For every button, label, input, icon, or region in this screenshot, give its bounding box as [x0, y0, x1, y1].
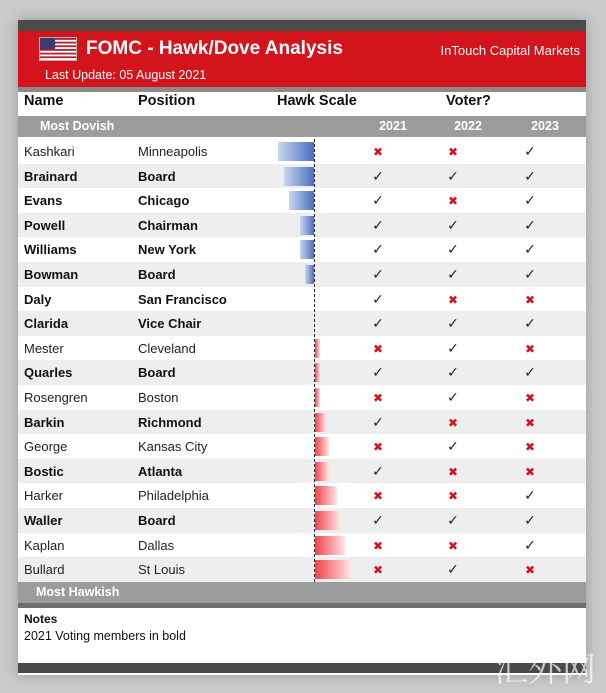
table-row	[18, 139, 586, 164]
member-position: New York	[138, 242, 197, 258]
member-position: Dallas	[138, 537, 175, 553]
table-row	[18, 533, 586, 558]
header-banner	[18, 31, 586, 87]
column-header-hawk-scale: Hawk Scale	[277, 93, 357, 109]
member-position: Philadelphia	[138, 488, 209, 504]
column-header-position: Position	[138, 93, 196, 109]
hawk-scale-bar	[315, 462, 329, 481]
member-name: Williams	[24, 242, 77, 258]
cross-icon: ✖	[447, 145, 459, 159]
member-position: Atlanta	[138, 463, 183, 479]
cross-icon: ✖	[524, 341, 536, 356]
hawk-scale-bar	[315, 363, 320, 382]
table-row	[18, 336, 586, 361]
check-icon: ✓	[524, 512, 536, 528]
member-name: Kashkari	[24, 144, 75, 159]
member-position: Board	[138, 267, 176, 282]
cross-icon: ✖	[447, 194, 459, 209]
dove-scale-bar	[305, 265, 314, 284]
member-position: Board	[138, 513, 176, 528]
check-icon: ✓	[447, 315, 459, 332]
year-2021-header: 2021	[379, 119, 407, 133]
most-dovish-bar	[18, 116, 586, 137]
table-row	[18, 508, 586, 533]
dove-scale-bar	[284, 167, 314, 186]
table-row	[18, 188, 586, 213]
check-icon: ✓	[524, 167, 536, 184]
header-divider	[18, 87, 586, 92]
check-icon: ✓	[372, 462, 384, 479]
check-icon: ✓	[524, 266, 536, 282]
check-icon: ✓	[372, 512, 384, 528]
check-icon: ✓	[447, 364, 459, 381]
member-name: Rosengren	[24, 390, 88, 405]
check-icon: ✓	[372, 364, 384, 381]
check-icon: ✓	[524, 315, 536, 332]
cross-icon: ✖	[447, 489, 459, 504]
check-icon: ✓	[372, 167, 384, 184]
member-position: Chairman	[138, 217, 198, 233]
watermark: 汇外网	[494, 650, 596, 690]
member-name: Harker	[24, 488, 64, 504]
check-icon: ✓	[524, 536, 536, 553]
cross-icon: ✖	[372, 563, 384, 578]
cross-icon: ✖	[372, 341, 384, 356]
member-name: Kaplan	[24, 537, 65, 553]
member-position: Richmond	[138, 414, 202, 430]
column-header-voter: Voter?	[446, 93, 491, 109]
check-icon: ✓	[447, 561, 459, 578]
member-position: St Louis	[138, 562, 185, 578]
cross-icon: ✖	[447, 292, 459, 307]
hawk-scale-bar	[315, 486, 337, 505]
hawk-scale-bar	[315, 413, 326, 432]
table-row	[18, 557, 586, 582]
most-hawkish-bar	[18, 582, 586, 603]
member-name: Powell	[24, 217, 66, 233]
cross-icon: ✖	[447, 538, 459, 553]
member-name: Mester	[24, 340, 64, 356]
member-name: Daly	[24, 291, 52, 307]
member-name: Quarles	[24, 365, 73, 381]
member-name: Bullard	[24, 562, 65, 578]
table-row	[18, 213, 586, 238]
check-icon: ✓	[372, 266, 384, 282]
check-icon: ✓	[524, 241, 536, 258]
member-name: Barkin	[24, 414, 65, 430]
check-icon: ✓	[524, 364, 536, 381]
check-icon: ✓	[447, 266, 459, 282]
table-row	[18, 434, 586, 459]
member-position: Board	[138, 365, 176, 381]
member-position: Chicago	[138, 193, 190, 209]
member-position: Cleveland	[138, 340, 196, 356]
year-2023-header: 2023	[531, 119, 559, 133]
most-dovish-label: Most Dovish	[40, 119, 115, 133]
year-2022-header: 2022	[454, 119, 482, 133]
member-name: Clarida	[24, 316, 69, 332]
cross-icon: ✖	[524, 391, 536, 405]
cross-icon: ✖	[447, 464, 459, 479]
table-row	[18, 311, 586, 336]
cross-icon: ✖	[524, 415, 536, 430]
fomc-table-card	[18, 20, 586, 675]
column-header-name: Name	[24, 93, 64, 109]
check-icon: ✓	[447, 339, 459, 356]
check-icon: ✓	[372, 290, 384, 307]
notes-title: Notes	[24, 612, 58, 626]
table-row	[18, 483, 586, 508]
us-flag-icon	[39, 37, 77, 61]
cross-icon: ✖	[372, 538, 384, 553]
member-position: Boston	[138, 390, 179, 405]
check-icon: ✓	[447, 512, 459, 528]
hawk-scale-bar	[315, 437, 329, 456]
hawk-scale-bar	[315, 511, 340, 530]
member-position: Vice Chair	[138, 316, 202, 332]
cross-icon: ✖	[524, 292, 536, 307]
cross-icon: ✖	[372, 145, 384, 159]
check-icon: ✓	[372, 241, 384, 258]
member-position: San Francisco	[138, 291, 227, 307]
check-icon: ✓	[447, 241, 459, 258]
table-row	[18, 237, 586, 262]
member-position: Kansas City	[138, 439, 208, 455]
hawk-scale-zero-axis	[314, 139, 315, 582]
check-icon: ✓	[447, 389, 459, 405]
check-icon: ✓	[372, 192, 384, 209]
cross-icon: ✖	[524, 440, 536, 455]
hawk-scale-bar	[315, 536, 345, 555]
company-name: InTouch Capital Markets	[440, 43, 580, 58]
table-row	[18, 385, 586, 410]
member-name: Bostic	[24, 463, 64, 479]
check-icon: ✓	[372, 315, 384, 332]
table-row	[18, 262, 586, 287]
table-row	[18, 287, 586, 312]
table-row	[18, 164, 586, 189]
check-icon: ✓	[447, 438, 459, 455]
notes-text: 2021 Voting members in bold	[24, 629, 186, 643]
member-name: Evans	[24, 193, 63, 209]
table-row	[18, 459, 586, 484]
member-position: Board	[138, 168, 176, 184]
member-name: Bowman	[24, 267, 79, 282]
member-position: Minneapolis	[138, 144, 208, 159]
footer-divider	[18, 603, 586, 608]
check-icon: ✓	[524, 487, 536, 504]
cross-icon: ✖	[524, 464, 536, 479]
table-row	[18, 360, 586, 385]
dove-scale-bar	[289, 191, 314, 210]
hawk-scale-bar	[315, 388, 320, 407]
last-update: Last Update: 05 August 2021	[45, 68, 207, 82]
top-bar	[18, 20, 586, 31]
table-row	[18, 410, 586, 435]
dove-scale-bar	[300, 240, 314, 259]
check-icon: ✓	[447, 216, 459, 233]
check-icon: ✓	[524, 216, 536, 233]
check-icon: ✓	[524, 143, 536, 159]
cross-icon: ✖	[372, 489, 384, 504]
cross-icon: ✖	[447, 415, 459, 430]
dove-scale-bar	[300, 216, 314, 235]
hawk-scale-bar	[315, 560, 351, 579]
member-name: Waller	[24, 513, 63, 528]
cross-icon: ✖	[372, 440, 384, 455]
most-hawkish-label: Most Hawkish	[36, 585, 120, 599]
check-icon: ✓	[372, 216, 384, 233]
check-icon: ✓	[524, 192, 536, 209]
member-name: Brainard	[24, 168, 78, 184]
cross-icon: ✖	[524, 563, 536, 578]
member-name: George	[24, 439, 68, 455]
page-title: FOMC - Hawk/Dove Analysis	[86, 38, 343, 59]
dove-scale-bar	[278, 142, 314, 161]
check-icon: ✓	[447, 167, 459, 184]
cross-icon: ✖	[372, 391, 384, 405]
check-icon: ✓	[372, 413, 384, 430]
hawk-scale-bar	[315, 339, 320, 358]
